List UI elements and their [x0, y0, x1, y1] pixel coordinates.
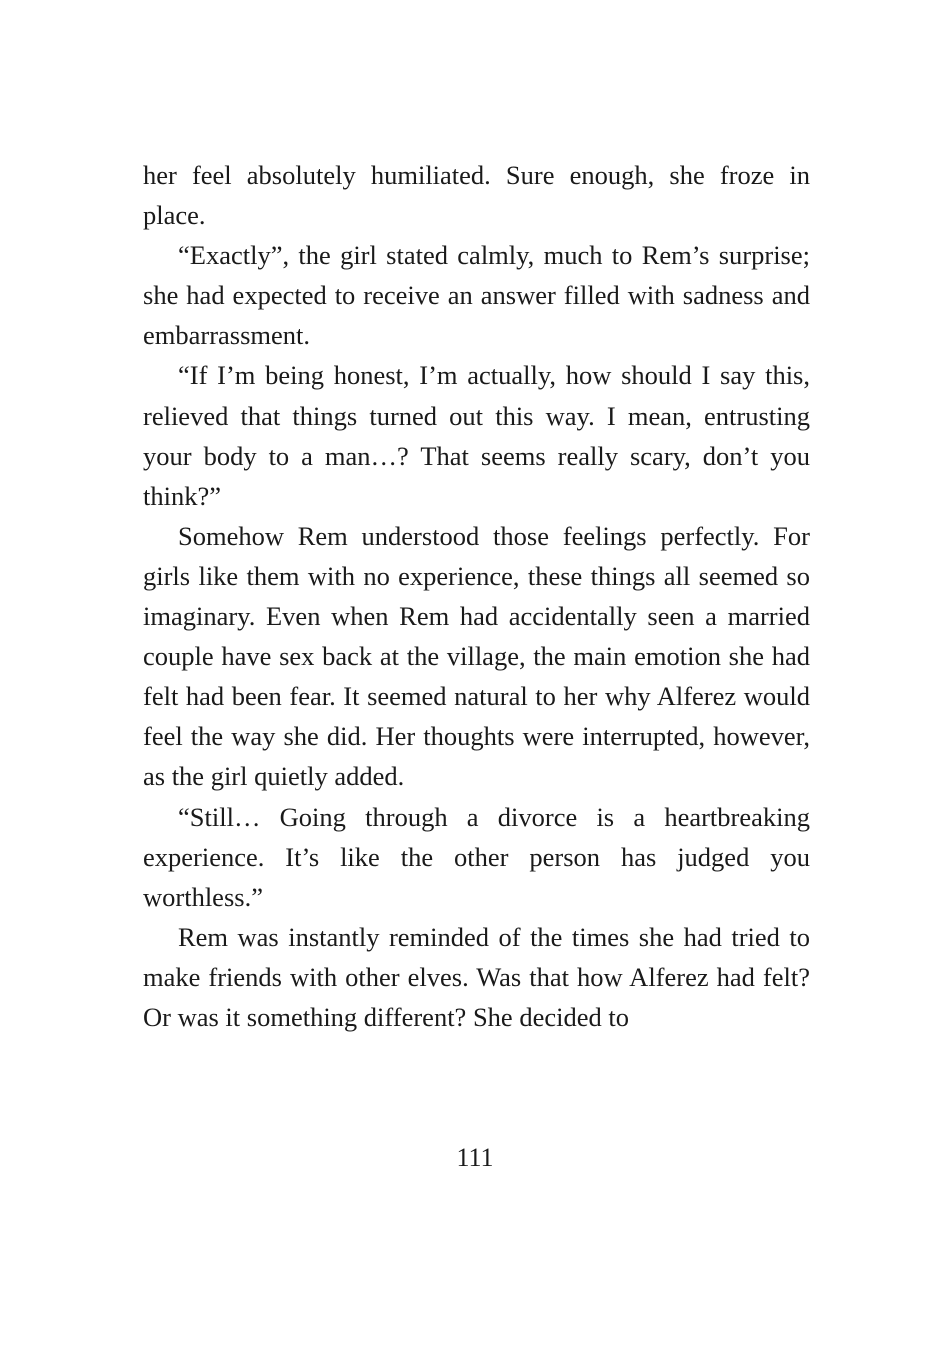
paragraph: “Still… Going through a divorce is a heartbreaking experience. It’s like the other person has judged you worthless.”	[143, 801, 810, 912]
paragraph: her feel absolutely humiliated. Sure enough, she froze in place.	[143, 160, 810, 231]
body-text	[143, 155, 810, 1037]
page-number: 111	[456, 1143, 494, 1172]
paragraph: “Exactly”, the girl stated calmly, much to Rem’s surprise; she had expected to receive an answer filled with sadness and embarrassment.	[143, 240, 810, 351]
paragraph: “If I’m being honest, I’m actually, how should I say this, relieved that things turned out this way. I mean, entrusting your body to a man…? That seems really scary, don’t you think?”	[143, 360, 810, 511]
paragraph: Rem was instantly reminded of the times she had tried to make friends with other elves. Was that how Alferez had felt? Or was it something different? She decided to	[143, 921, 810, 1032]
paragraph: Somehow Rem understood those feelings perfectly. For girls like them with no experience, these things all seemed so imaginary. Even when Rem had accidentally seen a married couple have sex back at the village, the main emotion she had felt had been fear. It seemed natural to her why Alferez would feel the way she did. Her thoughts were interrupted, however, as the girl quietly added.	[143, 520, 810, 792]
